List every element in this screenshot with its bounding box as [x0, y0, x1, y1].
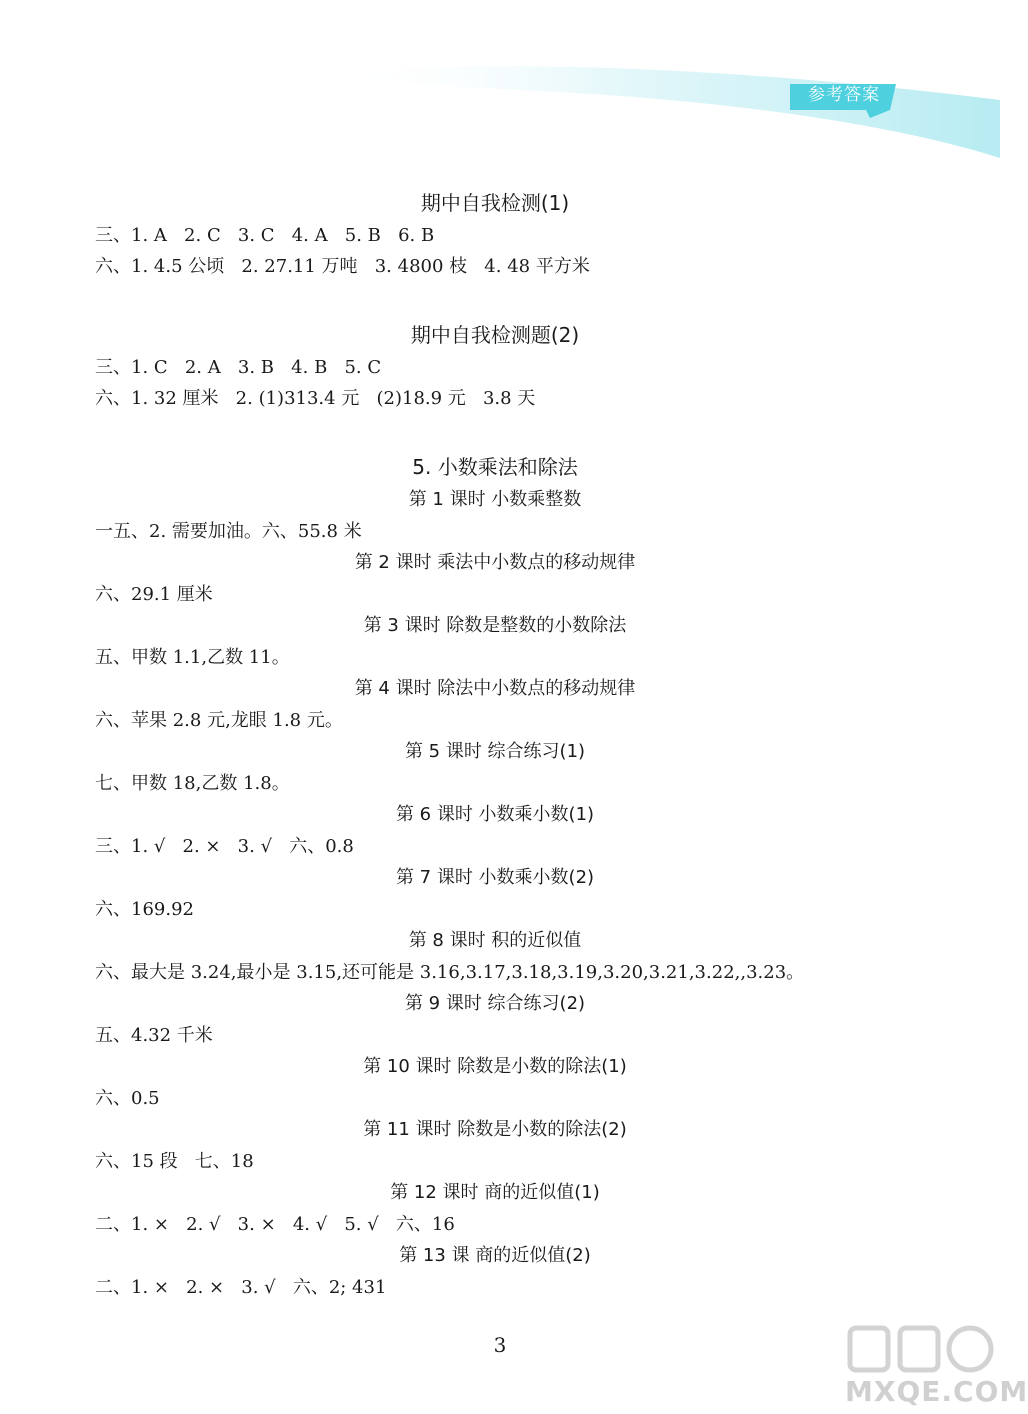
- answer-line: 六、169.92: [95, 899, 194, 920]
- answer-line: 六、1. 4.5 公顷 2. 27.11 万吨 3. 4800 枝 4. 48 平方米: [95, 256, 590, 277]
- section-title-midterm-1: 期中自我检测(1): [420, 191, 570, 215]
- lesson-title: 第 3 课时 除数是整数的小数除法: [363, 615, 627, 636]
- section-title-midterm-2: 期中自我检测题(2): [410, 323, 580, 347]
- page-number: 3: [493, 1333, 507, 1357]
- answer-key-tag: 参考答案: [808, 85, 880, 105]
- lesson-title: 第 12 课时 商的近似值(1): [390, 1182, 600, 1203]
- answer-line: 六、0.5: [95, 1088, 160, 1109]
- lesson-title: 第 7 课时 小数乘小数(2): [395, 867, 595, 888]
- lesson-title: 第 2 课时 乘法中小数点的移动规律: [354, 552, 636, 573]
- lesson-title: 第 10 课时 除数是小数的除法(1): [363, 1056, 627, 1077]
- answer-line: 六、最大是 3.24,最小是 3.15,还可能是 3.16,3.17,3.18,3.19,3.20,3.21,3.22,,3.23。: [95, 962, 805, 983]
- answer-line: 一五、2. 需要加油。六、55.8 米: [95, 521, 362, 542]
- lesson-title: 第 11 课时 除数是小数的除法(2): [363, 1119, 627, 1140]
- lesson-title: 第 5 课时 综合练习(1): [404, 741, 586, 762]
- answer-line: 二、1. × 2. × 3. √ 六、2; 431: [95, 1277, 387, 1298]
- answer-line: 六、15 段 七、18: [95, 1151, 254, 1172]
- lesson-title: 第 9 课时 综合练习(2): [404, 993, 586, 1014]
- answer-line: 二、1. × 2. √ 3. × 4. √ 5. √ 六、16: [95, 1214, 455, 1235]
- answer-line: 五、甲数 1.1,乙数 11。: [95, 647, 290, 668]
- lesson-title: 第 4 课时 除法中小数点的移动规律: [354, 678, 636, 699]
- answer-line: 六、29.1 厘米: [95, 584, 213, 605]
- answer-content: [95, 186, 895, 1303]
- answer-line: 五、4.32 千米: [95, 1025, 213, 1046]
- lesson-title: 第 1 课时 小数乘整数: [408, 489, 582, 510]
- lesson-title: 第 6 课时 小数乘小数(1): [395, 804, 595, 825]
- answer-line: 六、苹果 2.8 元,龙眼 1.8 元。: [95, 710, 343, 731]
- answer-line: 三、1. √ 2. × 3. √ 六、0.8: [95, 836, 354, 857]
- answer-line: 三、1. A 2. C 3. C 4. A 5. B 6. B: [95, 225, 435, 246]
- answer-line: 六、1. 32 厘米 2. (1)313.4 元 (2)18.9 元 3.8 天: [95, 388, 536, 409]
- unit-title: 5. 小数乘法和除法: [412, 455, 578, 479]
- answer-line: 三、1. C 2. A 3. B 4. B 5. C: [95, 357, 382, 378]
- watermark-text: MXQE.COM: [845, 1375, 1028, 1408]
- answer-line: 七、甲数 18,乙数 1.8。: [95, 773, 290, 794]
- lesson-title: 第 8 课时 积的近似值: [408, 930, 582, 951]
- lesson-title: 第 13 课 商的近似值(2): [399, 1245, 591, 1266]
